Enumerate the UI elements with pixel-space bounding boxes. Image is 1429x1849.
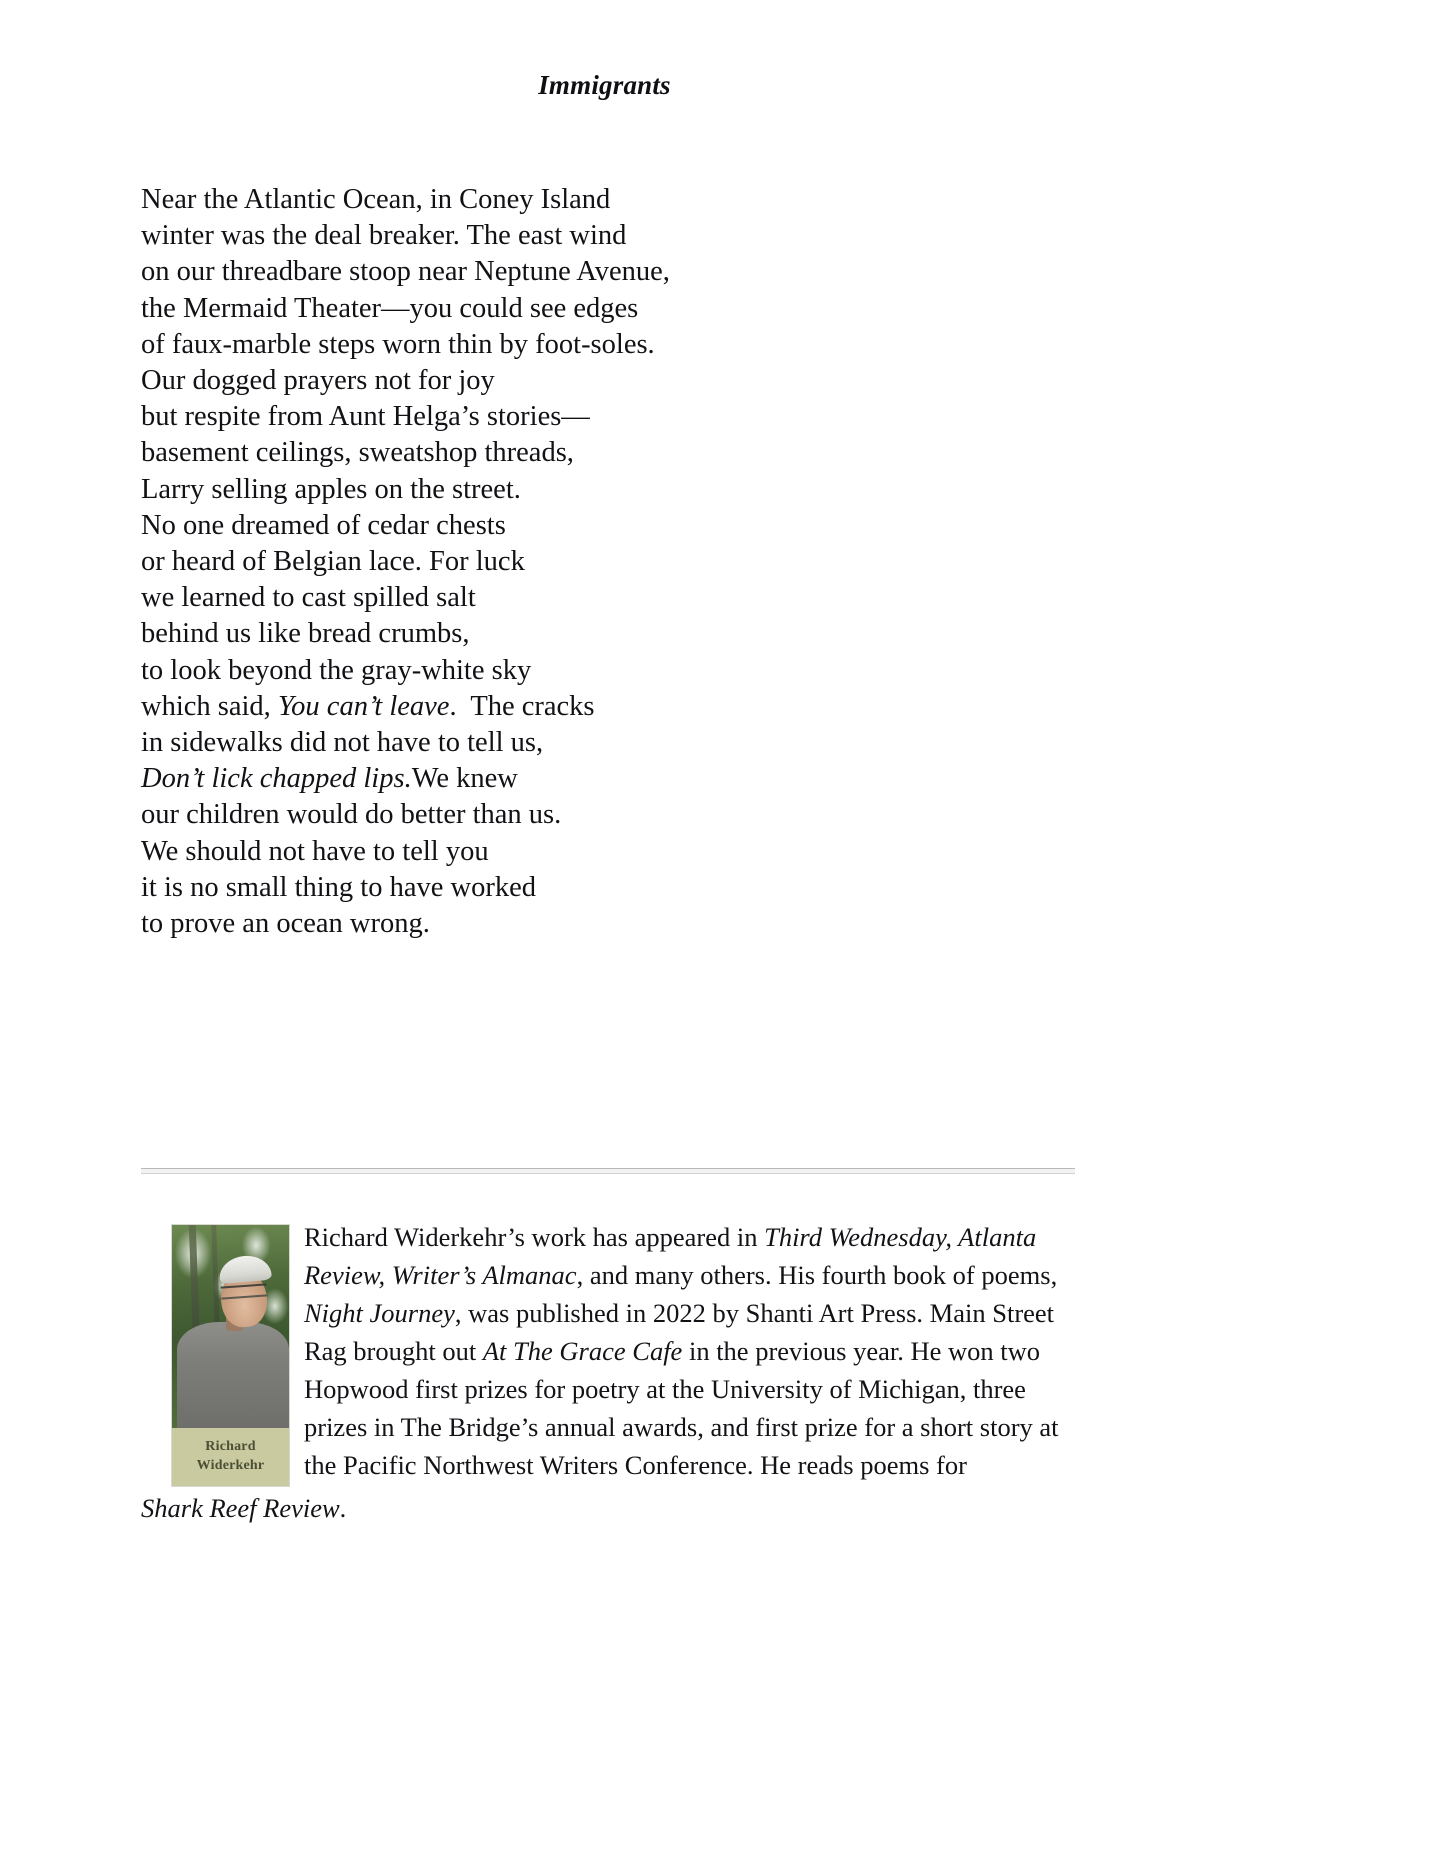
poem-line: on our threadbare stoop near Neptune Avenue, [141, 256, 670, 288]
poem-line: behind us like bread crumbs, [141, 618, 470, 650]
poem-line: to prove an ocean wrong. [141, 908, 430, 940]
poem-line: Don’t lick chapped lips.We knew [141, 763, 518, 795]
poem-line: we learned to cast spilled salt [141, 582, 476, 614]
poem-line: the Mermaid Theater—you could see edges [141, 292, 639, 324]
section-divider [141, 1168, 1075, 1174]
poem-line: it is no small thing to have worked [141, 871, 536, 903]
page-title: Immigrants [538, 70, 671, 100]
poem-line: to look beyond the gray-white sky [141, 654, 532, 686]
author-bio-paragraph: Richard Widerkehr’s work has appeared in Third Wednesday, Atlanta Review, Writer’s Almanac, and many others. His fourth book of poems, Night Journey, was published in 2022 by Shanti Art Press. Main Street Rag brought out At The Grace Cafe in the previous year. He won two Hopwood first prizes for poetry at the University of Michigan, three prizes in The Bridge’s annual awards, and first prize for a short story at the Pacific Northwest Writers Conference. He reads poems for [304, 1222, 1059, 1480]
poem-line: We should not have to tell you [141, 835, 489, 867]
author-bio-section [141, 1218, 1076, 1527]
poem-line: Our dogged prayers not for joy [141, 365, 495, 397]
poem-line: our children would do better than us. [141, 799, 562, 831]
author-photo-caption [172, 1428, 289, 1486]
author-portrait-image [172, 1225, 289, 1428]
author-bio-tail: Shark Reef Review. [141, 1493, 347, 1523]
poem-line: in sidewalks did not have to tell us, [141, 727, 544, 759]
poem-line: which said, You can’t leave. The cracks [141, 690, 595, 722]
poem-line: but respite from Aunt Helga’s stories— [141, 401, 590, 433]
poem-line: Larry selling apples on the street. [141, 473, 521, 505]
author-caption-first-name: Richard [205, 1439, 256, 1454]
author-photo-figure [171, 1224, 290, 1487]
poem-line: winter was the deal breaker. The east wind [141, 220, 627, 252]
poem-line: of faux-marble steps worn thin by foot-soles. [141, 328, 655, 360]
poem-body [141, 182, 961, 942]
poem-line: or heard of Belgian lace. For luck [141, 546, 525, 578]
poem-line: No one dreamed of cedar chests [141, 509, 506, 541]
author-caption-last-name: Widerkehr [196, 1458, 265, 1473]
poem-line: basement ceilings, sweatshop threads, [141, 437, 574, 469]
poem-line: Near the Atlantic Ocean, in Coney Island [141, 184, 611, 215]
photo-person-torso [177, 1322, 289, 1428]
